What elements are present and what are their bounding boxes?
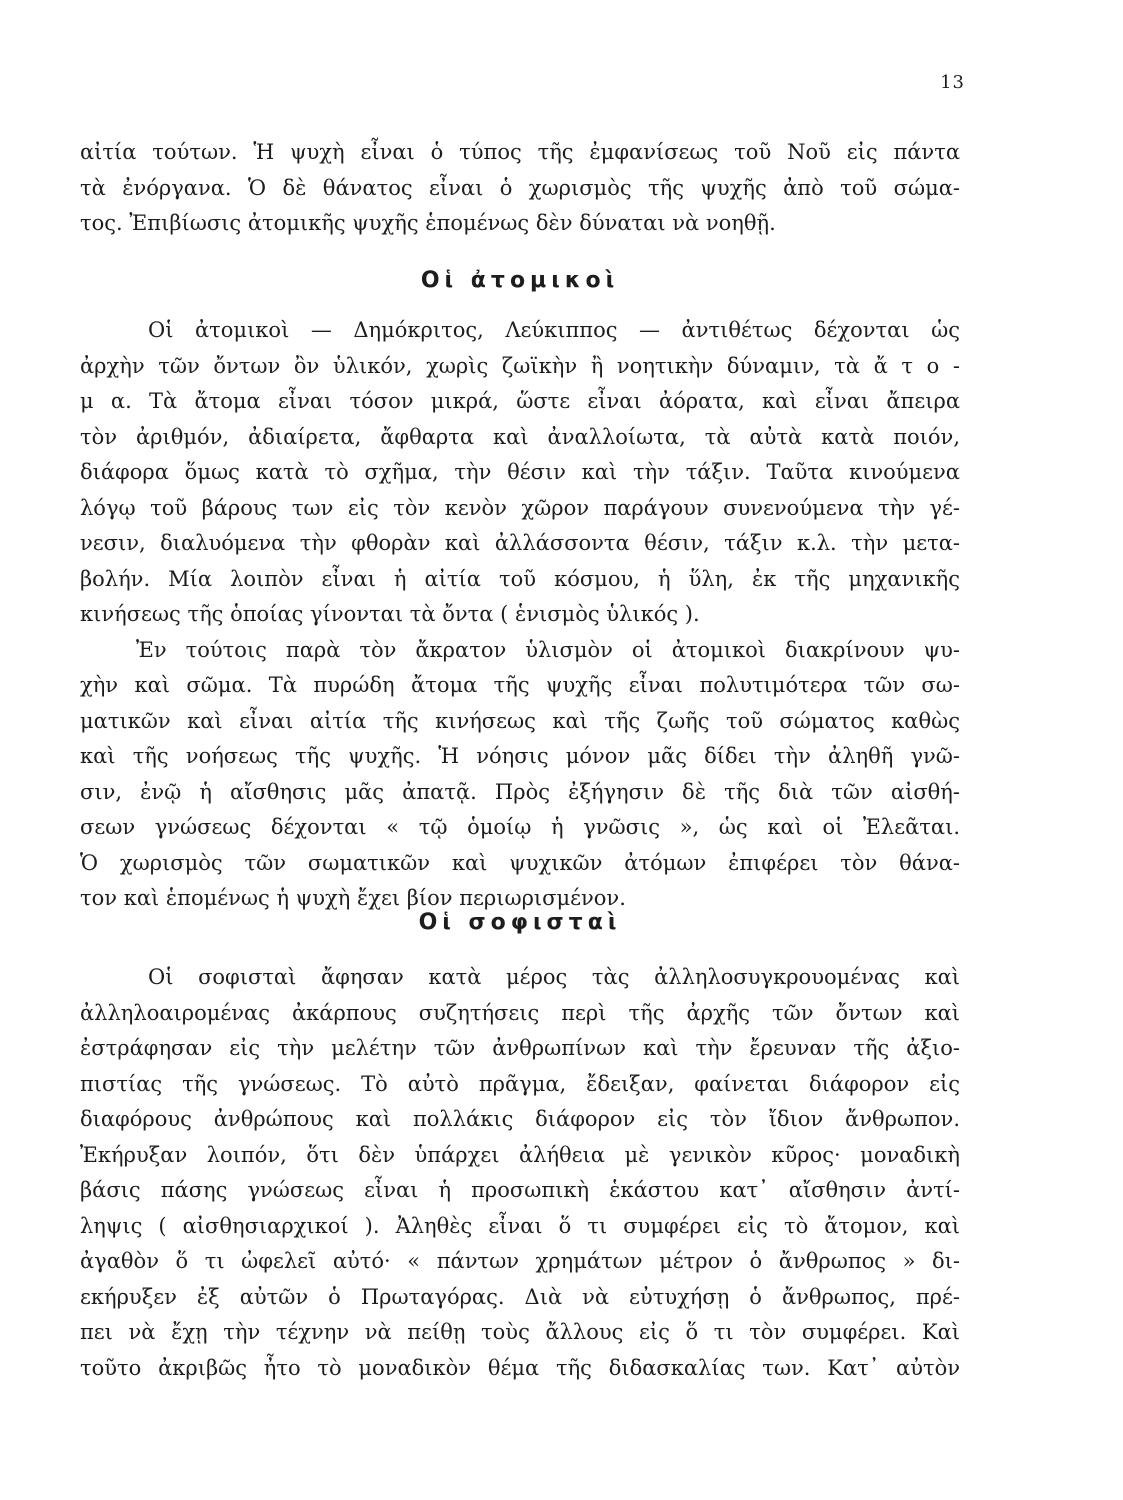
atomists-section [80, 313, 960, 917]
text-line: βολήν. Μία λοιπὸν εἶναι ἡ αἰτία τοῦ κόσμου, ἡ ὕλη, ἐκ τῆς μηχανικῆς [80, 566, 960, 591]
text-line: χὴν καὶ σῶμα. Τὰ πυρώδη ἄτομα τῆς ψυχῆς εἶναι πολυτιμότερα τῶν σω- [80, 673, 960, 697]
text-line: τὰ ἐνόργανα. Ὁ δὲ θάνατος εἶναι ὁ χωρισμὸς τῆς ψυχῆς ἀπὸ τοῦ σώμα- [80, 175, 960, 200]
intro-paragraph [80, 135, 960, 242]
text-line: λόγῳ τοῦ βάρους των εἰς τὸν κενὸν χῶρον παράγουν συνενούμενα τὴν γέ- [80, 495, 960, 520]
text-line: τοῦτο ἀκριβῶς ἦτο τὸ μοναδικὸν θέμα τῆς διδασκαλίας των. Κατ᾽ αὐτὸν [80, 1355, 960, 1380]
sophists-section [80, 960, 960, 1386]
text-line: ληψις ( αἰσθησιαρχικοί ). Ἀληθὲς εἶναι ὅ τι συμφέρει εἰς τὸ ἄτομον, καὶ [80, 1213, 960, 1238]
text-line: αἰτία τούτων. Ἡ ψυχὴ εἶναι ὁ τύπος τῆς ἐμφανίσεως τοῦ Νοῦ εἰς πάντα [80, 140, 960, 164]
text-line: νεσιν, διαλυόμενα τὴν φθορὰν καὶ ἀλλάσσοντα θέσιν, τάξιν κ.λ. τὴν μετα- [80, 531, 960, 555]
text-line: βάσις πάσης γνώσεως εἶναι ἡ προσωπικὴ ἑκάστου κατ᾽ αἴσθησιν ἀντί- [80, 1178, 960, 1202]
text-line: Οἱ ἀτομικοὶ — Δημόκριτος, Λεύκιππος — ἀντιθέτως δέχονται ὡς [148, 318, 960, 342]
text-line: Οἱ σοφισταὶ ἄφησαν κατὰ μέρος τὰς ἀλληλοσυγκρουομένας καὶ [148, 965, 960, 989]
text-line: καὶ τῆς νοήσεως τῆς ψυχῆς. Ἡ νόησις μόνον μᾶς δίδει τὴν ἀληθῆ γνῶ- [80, 744, 960, 768]
text-line: Ἐκήρυξαν λοιπόν, ὅτι δὲν ὑπάρχει ἀλήθεια μὲ γενικὸν κῦρος· μοναδικὴ [80, 1142, 960, 1167]
text-line: διαφόρους ἀνθρώπους καὶ πολλάκις διάφορον εἰς τὸν ἴδιον ἄνθρωπον. [80, 1107, 960, 1131]
section-heading-atomists: Οἱ ἀτομικοὶ [420, 268, 620, 293]
text-line: τος. Ἐπιβίωσις ἀτομικῆς ψυχῆς ἑπομένως δὲν δύναται νὰ νοηθῇ. [80, 211, 776, 235]
page-number: 13 [940, 72, 965, 93]
text-line: μ α. Τὰ ἄτομα εἶναι τόσον μικρά, ὥστε εἶναι ἀόρατα, καὶ εἶναι ἄπειρα [80, 389, 960, 413]
text-line: τὸν ἀριθμόν, ἀδιαίρετα, ἄφθαρτα καὶ ἀναλλοίωτα, τὰ αὐτὰ κατὰ ποιόν, [80, 424, 960, 449]
text-line: κινήσεως τῆς ὁποίας γίνονται τὰ ὄντα ( ἑνισμὸς ὑλικός ). [80, 602, 700, 626]
text-line: ἀγαθὸν ὅ τι ὠφελεῖ αὐτό· « πάντων χρημάτων μέτρον ὁ ἄνθρωπος » δι- [80, 1249, 960, 1273]
text-line: πιστίας τῆς γνώσεως. Τὸ αὐτὸ πρᾶγμα, ἔδειξαν, φαίνεται διάφορον εἰς [80, 1071, 960, 1096]
text-line: πει νὰ ἔχῃ τὴν τέχνην νὰ πείθῃ τοὺς ἄλλους εἰς ὅ τι τὸν συμφέρει. Καὶ [80, 1320, 960, 1344]
section-heading-sophists: Οἱ σοφισταὶ [418, 910, 622, 935]
text-line: σιν, ἐνῷ ἡ αἴσθησις μᾶς ἀπατᾷ. Πρὸς ἐξήγησιν δὲ τῆς διὰ τῶν αἰσθή- [80, 779, 960, 804]
text-line: εκήρυξεν ἐξ αὐτῶν ὁ Πρωταγόρας. Διὰ νὰ εὐτυχήσῃ ὁ ἄνθρωπος, πρέ- [80, 1284, 960, 1309]
text-line: τον καὶ ἑπομένως ἡ ψυχὴ ἔχει βίον περιωρισμένον. [80, 886, 626, 910]
text-line: Ὁ χωρισμὸς τῶν σωματικῶν καὶ ψυχικῶν ἀτόμων ἐπιφέρει τὸν θάνα- [80, 850, 960, 875]
text-line: ἀλληλοαιρομένας ἀκάρπους συζητήσεις περὶ τῆς ἀρχῆς τῶν ὄντων καὶ [80, 1000, 960, 1025]
text-line: ἐστράφησαν εἰς τὴν μελέτην τῶν ἀνθρωπίνων καὶ τὴν ἔρευναν τῆς ἀξιο- [80, 1036, 960, 1060]
text-line: ματικῶν καὶ εἶναι αἰτία τῆς κινήσεως καὶ τῆς ζωῆς τοῦ σώματος καθὼς [80, 708, 960, 733]
text-line: ἀρχὴν τῶν ὄντων ὂν ὑλικόν, χωρὶς ζωϊκὴν ἢ νοητικὴν δύναμιν, τὰ ἄ τ ο - [80, 353, 960, 378]
text-line: διάφορα ὅμως κατὰ τὸ σχῆμα, τὴν θέσιν καὶ τὴν τάξιν. Ταῦτα κινούμενα [80, 460, 960, 484]
text-line: σεων γνώσεως δέχονται « τῷ ὁμοίῳ ἡ γνῶσις », ὡς καὶ οἱ Ἐλεᾶται. [80, 815, 960, 839]
text-line: Ἐν τούτοις παρὰ τὸν ἄκρατον ὑλισμὸν οἱ ἀτομικοὶ διακρίνουν ψυ- [136, 637, 960, 662]
